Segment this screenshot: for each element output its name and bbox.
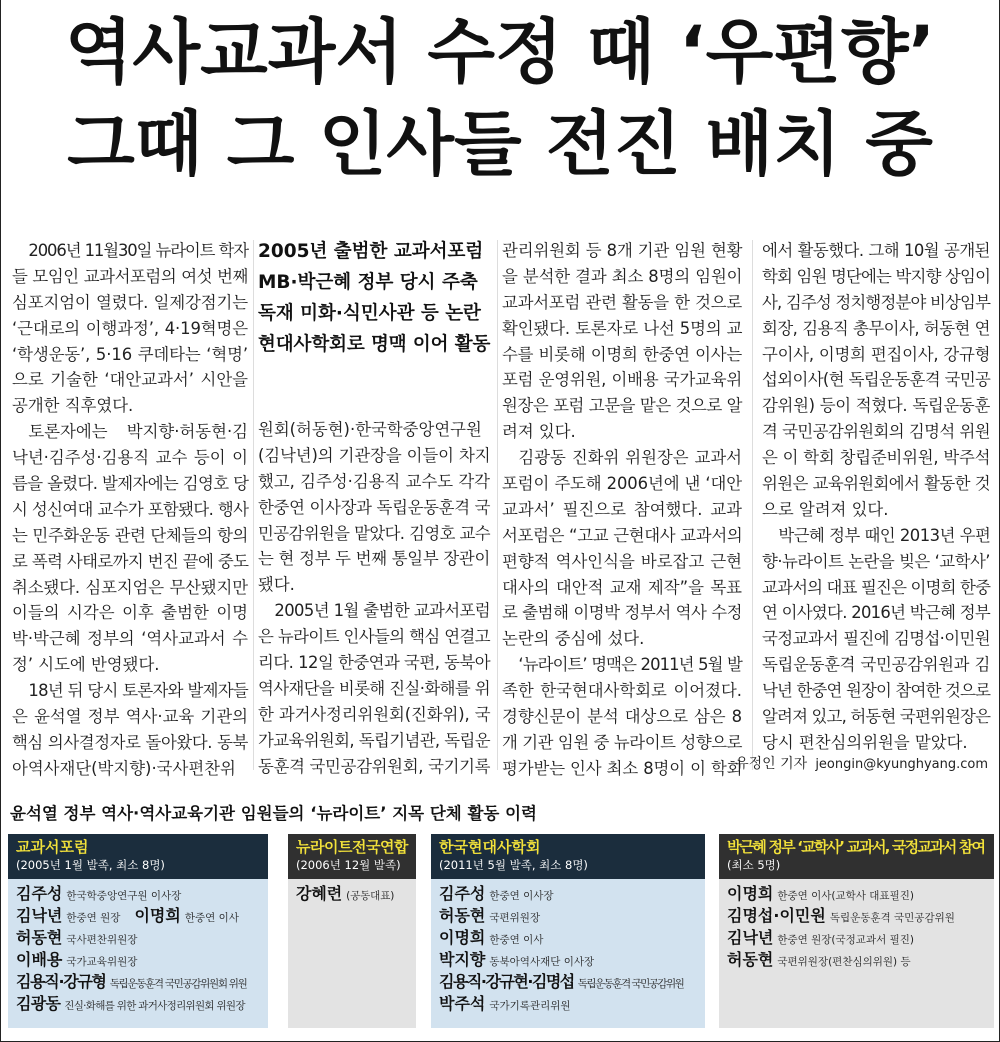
text-line: 섭외이사(현 독립운동훈격 국민공	[762, 370, 991, 390]
text-line: 교과서포럼 관련 활동을 한 것으로	[502, 292, 742, 312]
member-row	[727, 905, 986, 927]
text-line: 는 민주화운동 관련 단체들의 항의	[12, 525, 248, 545]
text-line: 핵심 의사결정자로 돌아왔다. 동북	[12, 732, 248, 752]
group-body	[431, 879, 705, 1028]
paragraph	[762, 523, 990, 756]
text-line: 알려져 있고, 허동현 국편위원장은	[762, 707, 991, 727]
article-column-2	[258, 417, 490, 779]
group-body	[8, 879, 268, 1028]
member-name: 허동현	[727, 950, 774, 969]
text-line: 민공감위원을 맡았다. 김영호 교수	[258, 523, 490, 543]
text-line: 토론자에는 박지향·허동현·김	[28, 422, 248, 442]
text-line: 을 분석한 결과 최소 8명의 임원이	[502, 266, 743, 286]
text-line: 평가받는 인사 최소 8명이 이 학회	[502, 758, 743, 778]
group-title: 뉴라이트전국연합	[296, 838, 408, 856]
text-line: 18년 뒤 당시 토론자와 발제자들	[28, 681, 248, 701]
text-line: 확인됐다. 토론자로 나선 5명의 교	[502, 318, 743, 338]
member-name: 박지향	[439, 950, 486, 969]
text-line: 박근혜 정부 때인 2013년 우편	[778, 525, 991, 545]
text-line: 김광동 진화위 위원장은 교과서	[518, 448, 742, 468]
member-name: 김용직·강규형	[16, 972, 106, 991]
member-role: 한국학중앙연구원 이사장	[66, 890, 182, 902]
text-line: 한중연 이사장과 독립운동훈격 국	[258, 497, 491, 517]
text-line: 당시 편찬심의위원을 맡았다.	[762, 732, 968, 752]
byline	[735, 753, 988, 773]
text-line: 감위원) 등이 적혔다. 독립운동훈	[762, 396, 990, 416]
text-line: 2005년 1월 출범한 교과서포럼	[274, 601, 490, 621]
text-line: 독립운동훈격 국민공감위원과 김	[762, 655, 990, 675]
text-line: 박·박근혜 정부의 ‘역사교과서 수	[12, 629, 248, 649]
paragraph	[502, 445, 742, 652]
text-line: 로 출범해 이명박 정부서 역사 수정	[502, 603, 743, 623]
group-box-textbook-forum	[8, 834, 268, 1028]
text-line: 원회(허동현)·한국학중앙연구원	[258, 420, 482, 439]
text-line: 족한 한국현대사학회로 이어졌다.	[502, 681, 742, 701]
article-column-1	[12, 238, 248, 782]
text-line: 은 이 학회 창립준비위원, 박주석	[762, 448, 991, 468]
paragraph	[762, 238, 990, 523]
text-line: 으로 기술한 ‘대안교과서’ 시안을	[12, 370, 248, 390]
member-role: 국가기록관리위원	[489, 1000, 571, 1012]
headline-line-1: 역사교과서 수정 때 ‘우편향’	[64, 11, 936, 93]
paragraph	[12, 678, 248, 782]
text-line: 동훈격 국민공감위원회, 국기기록	[258, 756, 491, 776]
paragraph	[258, 417, 490, 598]
text-line: 서포럼은 “고교 근현대사 교과서의	[502, 525, 743, 545]
member-role: 한중연 이사	[489, 934, 544, 946]
paragraph	[258, 598, 490, 779]
text-line: 가교육위원회, 독립기념관, 독립운	[258, 730, 490, 750]
member-name: 김용직·강규현·김명섭	[439, 972, 574, 991]
member-role: 동북아역사재단 이사장	[489, 956, 595, 968]
text-line: 위원은 교육위원회에서 활동한 것	[762, 474, 990, 494]
headline-line-2: 그때 그 인사들 전진 배치 중	[67, 103, 933, 185]
member-name: 이명희	[134, 906, 181, 925]
text-line: 공개한 직후였다.	[12, 396, 134, 416]
text-line: 원장은 포럼 고문을 맡은 것으로 알	[502, 396, 743, 416]
member-name: 김낙년	[727, 928, 774, 947]
text-line: 연 이사였다. 2016년 박근혜 정부	[762, 603, 990, 623]
member-name: 허동현	[16, 928, 63, 947]
text-line: ‘학생운동’, 5·16 쿠데타는 ‘혁명’	[12, 344, 248, 364]
text-line: (김낙년)의 기관장을 이들이 차지	[258, 445, 491, 465]
paragraph	[12, 238, 248, 419]
subheadline-line: 2005년 출범한 교과서포럼	[258, 241, 484, 262]
paragraph	[502, 652, 742, 781]
group-title: 교과서포럼	[16, 838, 89, 856]
text-line: 은 윤석열 정부 역사·교육 기관의	[12, 707, 248, 727]
text-line: 포럼 운영위원, 이배용 국가교육위	[502, 370, 742, 390]
member-row	[16, 905, 260, 927]
text-line: 정’ 시도에 반영됐다.	[12, 655, 160, 675]
text-line: ‘근대로의 이행과정’, 4·19혁명은	[12, 318, 248, 338]
group-header	[719, 834, 994, 879]
text-line: 향·뉴라이트 논란을 빚은 ‘교학사’	[762, 551, 990, 571]
article-column-4	[762, 238, 990, 756]
member-role: 국편위원장	[489, 912, 541, 924]
reporter-name: 유정인 기자	[735, 756, 808, 772]
group-body	[288, 879, 416, 1028]
member-row	[16, 883, 260, 905]
member-row	[439, 883, 697, 905]
text-line: 들 모임인 교과서포럼의 여섯 번째	[12, 266, 248, 286]
text-line: 는 현 정부 두 번째 통일부 장관이	[258, 549, 490, 569]
reporter-email[interactable]: jeongin@kyunghyang.com	[815, 757, 988, 772]
group-body	[719, 879, 994, 1028]
member-row	[16, 927, 260, 949]
group-title: 박근혜 정부 ‘교학사’ 교과서, 국정교과서 참여	[727, 838, 985, 856]
text-line: 에서 활동했다. 그해 10월 공개된	[762, 241, 990, 260]
group-header	[8, 834, 268, 879]
member-name: 김주성	[16, 884, 63, 903]
text-line: 경향신문이 분석 대상으로 삼은 8	[502, 707, 742, 727]
text-line: 름을 올렸다. 발제자에는 김영호 당	[12, 474, 249, 494]
text-line: 격 국민공감위원회의 김명석 위원	[762, 422, 990, 442]
text-line: 로 폭력 사태로까지 번진 끝에 중도	[12, 551, 249, 571]
member-role: 한중연 원장	[66, 912, 121, 924]
member-role: 독립운동훈격 국민공감위원	[577, 978, 684, 990]
member-name: 김명섭·이민원	[727, 906, 826, 925]
subheadline-line: MB·박근혜 정부 당시 주축	[258, 272, 478, 293]
table-title: 윤석열 정부 역사·역사교육기관 임원들의 ‘뉴라이트’ 지목 단체 활동 이력	[10, 804, 537, 823]
member-name: 박주석	[439, 994, 486, 1013]
text-line: 시 성신여대 교수가 포함됐다. 행사	[12, 499, 249, 519]
member-row	[727, 927, 986, 949]
paragraph	[12, 419, 248, 678]
text-line: 사, 김주성 정치행정분야 비상임부	[762, 292, 991, 312]
member-row	[439, 993, 697, 1015]
text-line: 역사재단을 비롯해 진실·화해를 위	[258, 678, 490, 698]
text-line: 포럼이 주도해 2006년에 낸 ‘대안	[502, 474, 742, 494]
member-role: 진실·화해를 위한 과거사정리위원회 위원장	[64, 1000, 245, 1012]
member-role: 한중연 이사	[184, 912, 239, 924]
column-divider	[752, 240, 753, 770]
text-line: 교과서’ 필진으로 참여했다. 교과	[502, 499, 742, 519]
member-row	[439, 905, 697, 927]
subheadline-line: 현대사학회로 명맥 이어 활동	[258, 334, 491, 355]
group-meta: (최소 5명)	[727, 858, 781, 872]
member-row	[727, 949, 986, 971]
text-line: 한 과거사정리위원회(진화위), 국	[258, 704, 491, 724]
member-role: (공동대표)	[346, 890, 395, 902]
text-line: 구이사, 이명희 편집이사, 강규형	[762, 344, 991, 364]
member-role: 국사편찬위원장	[66, 934, 138, 946]
subheadline	[258, 236, 490, 360]
member-row	[16, 949, 260, 971]
column-divider	[253, 240, 254, 770]
text-line: 려져 있다.	[502, 422, 576, 442]
group-meta: (2011년 5월 발족, 최소 8명)	[439, 858, 588, 872]
text-line: 국정교과서 필진에 김명섭·이민원	[762, 629, 990, 649]
member-row	[439, 927, 697, 949]
member-row	[439, 971, 697, 993]
text-line: 낙년·김주성·김용직 교수 등이 이	[12, 448, 248, 468]
subheadline-line: 독재 미화·식민사관 등 논란	[258, 303, 481, 324]
member-row	[727, 883, 986, 905]
text-line: 편향적 역사인식을 바로잡고 근현	[502, 551, 742, 571]
member-role: 한중연 원장(국정교과서 필진)	[777, 934, 914, 946]
member-role: 한중연 이사장	[489, 890, 554, 902]
text-line: 취소됐다. 심포지엄은 무산됐지만	[12, 577, 248, 597]
text-line: 대사의 대안적 교재 제작”을 목표	[502, 577, 742, 597]
paragraph	[502, 238, 742, 445]
member-name: 김광동	[16, 994, 61, 1013]
group-title: 한국현대사학회	[439, 838, 541, 856]
text-line: 으로 알려져 있다.	[762, 499, 889, 519]
text-line: 은 뉴라이트 인사들의 핵심 연결고	[258, 627, 490, 647]
member-name: 이명희	[727, 884, 774, 903]
member-row	[16, 971, 260, 993]
article-column-3	[502, 238, 742, 782]
text-line: 개 기관 임원 중 뉴라이트 성향으로	[502, 732, 743, 752]
text-line: 2006년 11월30일 뉴라이트 학자	[28, 241, 248, 260]
member-name: 김낙년	[16, 906, 63, 925]
text-line: 아역사재단(박지향)·국사편찬위	[12, 758, 236, 778]
group-box-modern-history-society	[431, 834, 705, 1028]
group-box-newright-union	[288, 834, 416, 1028]
member-role: 독립운동훈격 국민공감위원	[829, 912, 955, 924]
member-role: 독립운동훈격 국민공감위원회 위원	[109, 978, 247, 990]
group-meta: (2005년 1월 발족, 최소 8명)	[16, 858, 165, 872]
member-name: 이명희	[439, 928, 486, 947]
text-line: 심포지엄이 열렸다. 일제강점기는	[12, 292, 248, 312]
group-header	[288, 834, 416, 879]
text-line: 리다. 12일 한중연과 국편, 동북아	[258, 653, 491, 673]
text-line: 됐다.	[258, 575, 295, 595]
group-meta: (2006년 12월 발족)	[296, 858, 401, 872]
text-line: 이들의 시각은 이후 출범한 이명	[12, 603, 248, 623]
member-name: 김주성	[439, 884, 486, 903]
member-name: 강혜련	[296, 884, 343, 903]
text-line: 교과서의 대표 필진은 이명희 한중	[762, 577, 991, 597]
member-role: 한중연 이사(교학사 대표필진)	[777, 890, 914, 902]
member-name: 이배용	[16, 950, 63, 969]
text-line: 논란의 중심에 섰다.	[502, 629, 645, 649]
member-role: 국가교육위원장	[66, 956, 138, 968]
text-line: 수를 비롯해 이명희 한중연 이사는	[502, 344, 742, 364]
member-row	[296, 883, 408, 905]
member-name: 허동현	[439, 906, 486, 925]
text-line: 학회 임원 명단에는 박지향 상임이	[762, 266, 991, 286]
text-line: 했고, 김주성·김용직 교수도 각각	[258, 471, 490, 491]
text-line: 관리위원회 등 8개 기관 임원 현황	[502, 241, 743, 260]
member-row	[16, 993, 260, 1015]
group-header	[431, 834, 705, 879]
text-line: ‘뉴라이트’ 명맥은 2011년 5월 발	[518, 655, 742, 675]
group-box-gyohaksa-textbook	[719, 834, 994, 1028]
member-role: 국편위원장(편찬심의위원) 등	[777, 956, 911, 968]
column-divider	[497, 240, 498, 770]
text-line: 회장, 김용직 총무이사, 허동현 연	[762, 318, 990, 338]
member-row	[439, 949, 697, 971]
text-line: 낙년 한중연 원장이 참여한 것으로	[762, 681, 991, 701]
